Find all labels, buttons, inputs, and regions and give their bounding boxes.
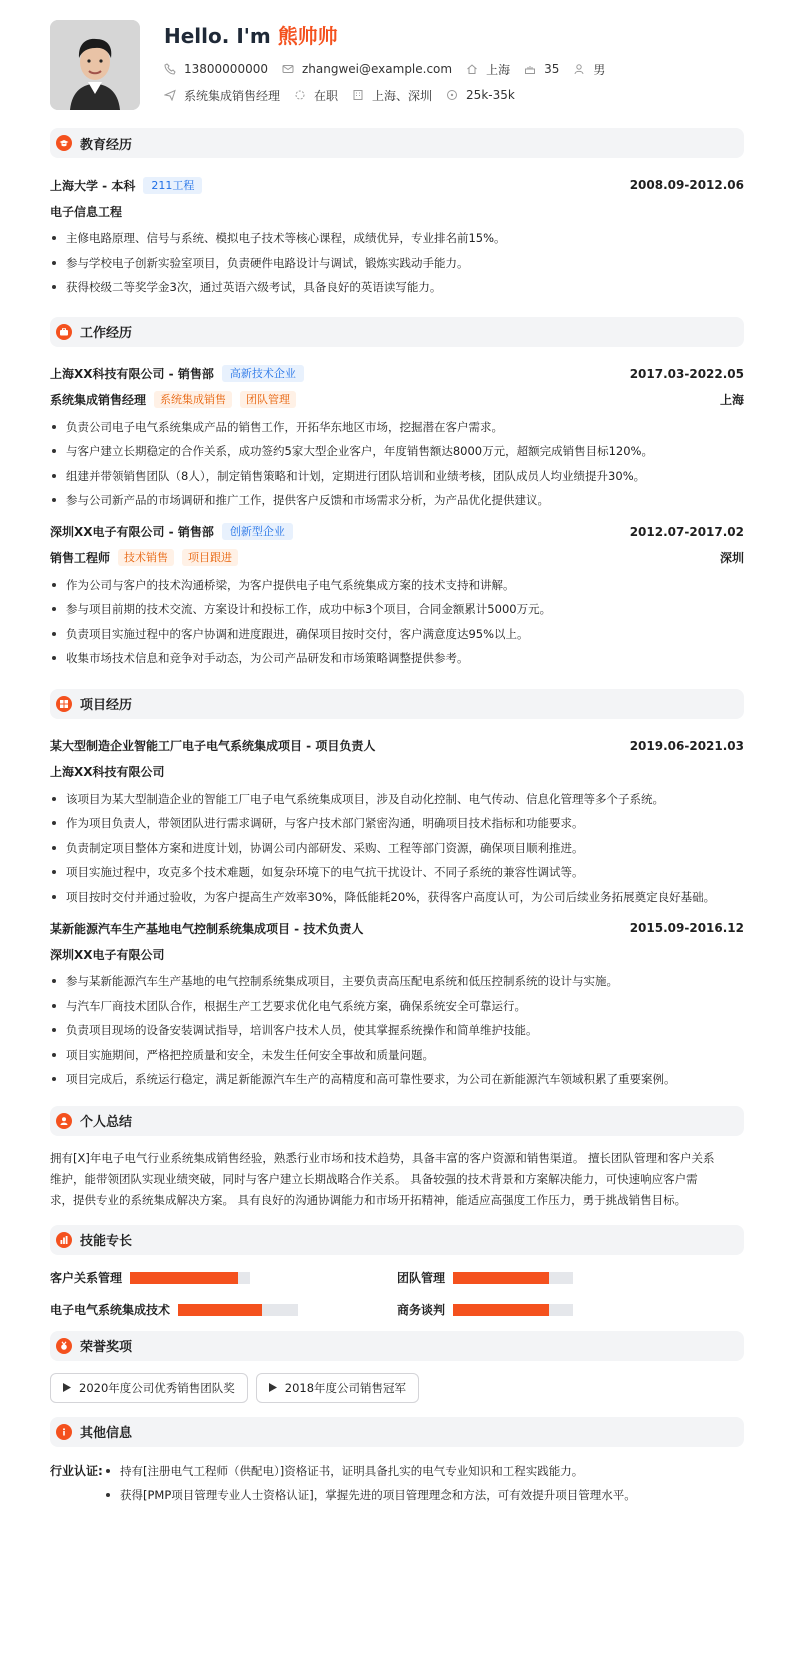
list-item: 与汽车厂商技术团队合作，根据生产工艺要求优化电气系统方案，确保系统安全可靠运行。 bbox=[50, 994, 744, 1019]
job-city: 上海 bbox=[719, 393, 744, 407]
education-bullets bbox=[50, 226, 744, 300]
award-badge bbox=[256, 1373, 419, 1403]
list-item: 项目实施过程中，攻克多个技术难题，如复杂环境下的电气抗干扰设计、不同子系统的兼容性调试等。 bbox=[50, 860, 744, 885]
awards-section-header bbox=[50, 1331, 744, 1361]
summary-line: 拥有[X]年电子电气行业系统集成销售经验，熟悉行业市场和技术趋势，具备丰富的客户资源和销售渠道。 擅长团队管理和客户关系 bbox=[50, 1150, 715, 1165]
job-intent-row bbox=[164, 86, 619, 104]
email-item bbox=[282, 62, 452, 76]
mail-icon bbox=[282, 63, 294, 75]
expected-salary: 25k-35k bbox=[466, 88, 515, 102]
salary-item bbox=[446, 88, 515, 102]
cities-item bbox=[352, 87, 432, 104]
section-title: 个人总结 bbox=[80, 1115, 133, 1130]
phone: 13800000000 bbox=[184, 62, 268, 76]
profile-header bbox=[50, 20, 744, 115]
school-tag: 211工程 bbox=[143, 177, 202, 194]
education-entry bbox=[50, 176, 744, 300]
company-tag: 高新技术企业 bbox=[222, 365, 304, 382]
list-item: 负责制定项目整体方案和进度计划，协调公司内部研发、采购、工程等部门资源，确保项目顺利推进。 bbox=[50, 836, 744, 861]
role-tag: 团队管理 bbox=[240, 391, 296, 408]
skill-item bbox=[397, 1303, 744, 1317]
phone-item bbox=[164, 62, 268, 76]
project-company: 上海XX科技有限公司 bbox=[50, 765, 165, 779]
section-title: 教育经历 bbox=[80, 137, 133, 153]
role-tag: 系统集成销售 bbox=[154, 391, 232, 408]
skill-bar bbox=[178, 1304, 298, 1316]
list-item: 参与学校电子创新实验室项目，负责硬件电路设计与调试，锻炼实践动手能力。 bbox=[50, 251, 744, 276]
role-tag: 项目跟进 bbox=[182, 549, 238, 566]
skill-bar bbox=[130, 1272, 250, 1284]
list-item: 作为项目负责人，带领团队进行需求调研，与客户技术部门紧密沟通，明确项目技术指标和功能要求。 bbox=[50, 811, 744, 836]
list-item: 参与公司新产品的市场调研和推广工作，提供客户反馈和市场需求分析，为产品优化提供建议。 bbox=[50, 488, 744, 513]
skill-name: 客户关系管理 bbox=[50, 1271, 123, 1285]
summary-text bbox=[50, 1148, 744, 1211]
job-city: 深圳 bbox=[719, 551, 744, 565]
project-date: 2019.06-2021.03 bbox=[629, 738, 744, 753]
avatar bbox=[50, 20, 140, 110]
list-item: 负责项目现场的设备安装调试指导，培训客户技术人员，使其掌握系统操作和简单维护技能。 bbox=[50, 1018, 744, 1043]
skill-name: 电子电气系统集成技术 bbox=[50, 1303, 171, 1317]
age: 35 bbox=[544, 62, 560, 76]
list-item: 参与项目前期的技术交流、方案设计和投标工作，成功中标3个项目，合同金额累计5000万元。 bbox=[50, 597, 744, 622]
position-item bbox=[164, 87, 280, 104]
list-item: 参与某新能源汽车生产基地的电气控制系统集成项目，主要负责高压配电系统和低压控制系统的设计与实施。 bbox=[50, 969, 744, 994]
play-icon bbox=[269, 1383, 277, 1392]
briefcase-icon bbox=[56, 324, 72, 340]
list-item: 项目按时交付并通过验收，为客户提高生产效率30%，降低能耗20%，获得客户高度认可，为公司后续业务拓展奠定良好基础。 bbox=[50, 885, 744, 910]
employment-status: 在职 bbox=[314, 88, 339, 103]
job-role: 销售工程师 bbox=[50, 551, 111, 565]
section-title: 荣誉奖项 bbox=[80, 1340, 133, 1355]
person-icon bbox=[56, 1113, 72, 1129]
project-company: 深圳XX电子有限公司 bbox=[50, 947, 165, 962]
skill-item bbox=[397, 1271, 744, 1285]
play-icon bbox=[63, 1383, 71, 1392]
company-name: 上海XX科技有限公司 - 销售部 bbox=[50, 367, 214, 381]
section-title: 工作经历 bbox=[80, 326, 133, 341]
skill-item bbox=[50, 1303, 397, 1317]
greeting-line bbox=[164, 22, 619, 50]
work-date: 2012.07-2017.02 bbox=[629, 524, 744, 539]
grid-icon bbox=[56, 696, 72, 712]
gender: 男 bbox=[593, 62, 606, 77]
skill-name: 团队管理 bbox=[397, 1271, 446, 1285]
section-title: 技能专长 bbox=[80, 1234, 133, 1249]
summary-section-header bbox=[50, 1106, 744, 1136]
list-item: 主修电路原理、信号与系统、模拟电子技术等核心课程，成绩优异，专业排名前15%。 bbox=[50, 226, 744, 251]
awards-list bbox=[50, 1373, 744, 1403]
company-tag: 创新型企业 bbox=[222, 523, 293, 540]
skill-bar-fill bbox=[453, 1304, 549, 1316]
list-item: 收集市场技术信息和竞争对手动态，为公司产品研发和市场策略调整提供参考。 bbox=[50, 646, 744, 671]
major: 电子信息工程 bbox=[50, 204, 123, 219]
send-icon bbox=[164, 89, 176, 101]
school-name: 上海大学 - 本科 bbox=[50, 178, 136, 193]
gender-item bbox=[573, 61, 605, 78]
role-tag: 技术销售 bbox=[118, 549, 174, 566]
project-bullets bbox=[50, 787, 744, 910]
certification-bullets bbox=[104, 1459, 636, 1508]
project-name: 某新能源汽车生产基地电气控制系统集成项目 - 技术负责人 bbox=[50, 921, 364, 936]
phone-icon bbox=[164, 63, 176, 75]
skills-grid bbox=[50, 1271, 744, 1317]
location-item bbox=[466, 61, 510, 78]
work-bullets bbox=[50, 573, 744, 671]
coin-icon bbox=[446, 89, 458, 101]
list-item: 获得[PMP项目管理专业人士资格认证]，掌握先进的项目管理理念和方法，可有效提升项目管理水平。 bbox=[104, 1483, 636, 1508]
info-icon bbox=[56, 1424, 72, 1440]
contact-row bbox=[164, 60, 619, 78]
award-name: 2020年度公司优秀销售团队奖 bbox=[79, 1380, 235, 1395]
section-title: 项目经历 bbox=[80, 698, 133, 713]
project-entry bbox=[50, 919, 744, 1092]
summary-line: 求，提供专业的系统集成解决方案。 具有良好的沟通协调能力和市场开拓精神，能适应高强度工作压力，勇于挑战销售目标。 bbox=[50, 1192, 687, 1207]
medal-icon bbox=[56, 1338, 72, 1354]
candidate-name: 熊帅帅 bbox=[277, 24, 338, 48]
target-position: 系统集成销售经理 bbox=[184, 88, 281, 103]
list-item: 项目完成后，系统运行稳定，满足新能源汽车生产的高精度和高可靠性要求，为公司在新能源汽车领域积累了重要案例。 bbox=[50, 1067, 744, 1092]
section-title: 其他信息 bbox=[80, 1426, 133, 1441]
email: zhangwei@example.com bbox=[301, 62, 453, 76]
list-item: 组建并带领销售团队（8人），制定销售策略和计划，定期进行团队培训和业绩考核，团队成员人均业绩提升30%。 bbox=[50, 464, 744, 489]
building-icon bbox=[352, 89, 364, 101]
list-item: 获得校级二等奖学金3次，通过英语六级考试，具备良好的英语读写能力。 bbox=[50, 275, 744, 300]
project-bullets bbox=[50, 969, 744, 1092]
education-section-header bbox=[50, 128, 744, 158]
list-item: 与客户建立长期稳定的合作关系，成功签约5家大型企业客户，年度销售额达8000万元，超额完成销售目标120%。 bbox=[50, 439, 744, 464]
location: 上海 bbox=[486, 62, 511, 77]
skill-item bbox=[50, 1271, 397, 1285]
job-role: 系统集成销售经理 bbox=[50, 393, 147, 407]
list-item: 持有[注册电气工程师（供配电）]资格证书，证明具备扎实的电气专业知识和工程实践能力。 bbox=[104, 1459, 636, 1484]
summary-line: 维护，能带领团队实现业绩突破，同时与客户建立长期战略合作关系。 具备较强的技术背景和方案解决能力，可快速响应客户需 bbox=[50, 1171, 698, 1186]
spinner-icon bbox=[294, 89, 306, 101]
list-item: 该项目为某大型制造企业的智能工厂电子电气系统集成项目，涉及自动化控制、电气传动、信息化管理等多个子系统。 bbox=[50, 787, 744, 812]
chart-icon bbox=[56, 1232, 72, 1248]
target-cities: 上海、深圳 bbox=[372, 88, 433, 103]
greeting: Hello. I'm bbox=[164, 24, 271, 48]
project-date: 2015.09-2016.12 bbox=[629, 921, 744, 935]
skill-bar bbox=[453, 1272, 573, 1284]
home-icon bbox=[466, 63, 478, 75]
work-date: 2017.03-2022.05 bbox=[629, 366, 744, 381]
skill-name: 商务谈判 bbox=[397, 1303, 446, 1317]
skill-bar-fill bbox=[453, 1272, 549, 1284]
skill-bar-fill bbox=[130, 1272, 238, 1284]
project-entry bbox=[50, 737, 744, 910]
award-badge bbox=[50, 1373, 248, 1403]
award-name: 2018年度公司销售冠军 bbox=[284, 1380, 407, 1395]
work-entry bbox=[50, 365, 744, 513]
status-item bbox=[294, 87, 338, 104]
project-name: 某大型制造企业智能工厂电子电气系统集成项目 - 项目负责人 bbox=[50, 739, 376, 753]
education-date: 2008.09-2012.06 bbox=[629, 178, 744, 192]
graduation-cap-icon bbox=[56, 135, 72, 151]
age-item bbox=[524, 62, 559, 76]
skills-section-header bbox=[50, 1225, 744, 1255]
list-item: 负责项目实施过程中的客户协调和进度跟进，确保项目按时交付，客户满意度达95%以上。 bbox=[50, 622, 744, 647]
other-section-header bbox=[50, 1417, 744, 1447]
list-item: 项目实施期间，严格把控质量和安全，未发生任何安全事故和质量问题。 bbox=[50, 1043, 744, 1068]
company-name: 深圳XX电子有限公司 - 销售部 bbox=[50, 525, 214, 539]
profile-info bbox=[164, 20, 619, 115]
skill-bar bbox=[453, 1304, 573, 1316]
list-item: 负责公司电子电气系统集成产品的销售工作，开拓华东地区市场，挖掘潜在客户需求。 bbox=[50, 415, 744, 440]
user-icon bbox=[573, 63, 585, 75]
work-section-header bbox=[50, 317, 744, 347]
other-info bbox=[50, 1459, 744, 1508]
work-bullets bbox=[50, 415, 744, 513]
skill-bar-fill bbox=[178, 1304, 262, 1316]
projects-section-header bbox=[50, 689, 744, 719]
cake-icon bbox=[524, 63, 536, 75]
work-entry bbox=[50, 523, 744, 671]
list-item: 作为公司与客户的技术沟通桥梁，为客户提供电子电气系统集成方案的技术支持和讲解。 bbox=[50, 573, 744, 598]
certification-label: 行业认证: bbox=[50, 1463, 103, 1478]
